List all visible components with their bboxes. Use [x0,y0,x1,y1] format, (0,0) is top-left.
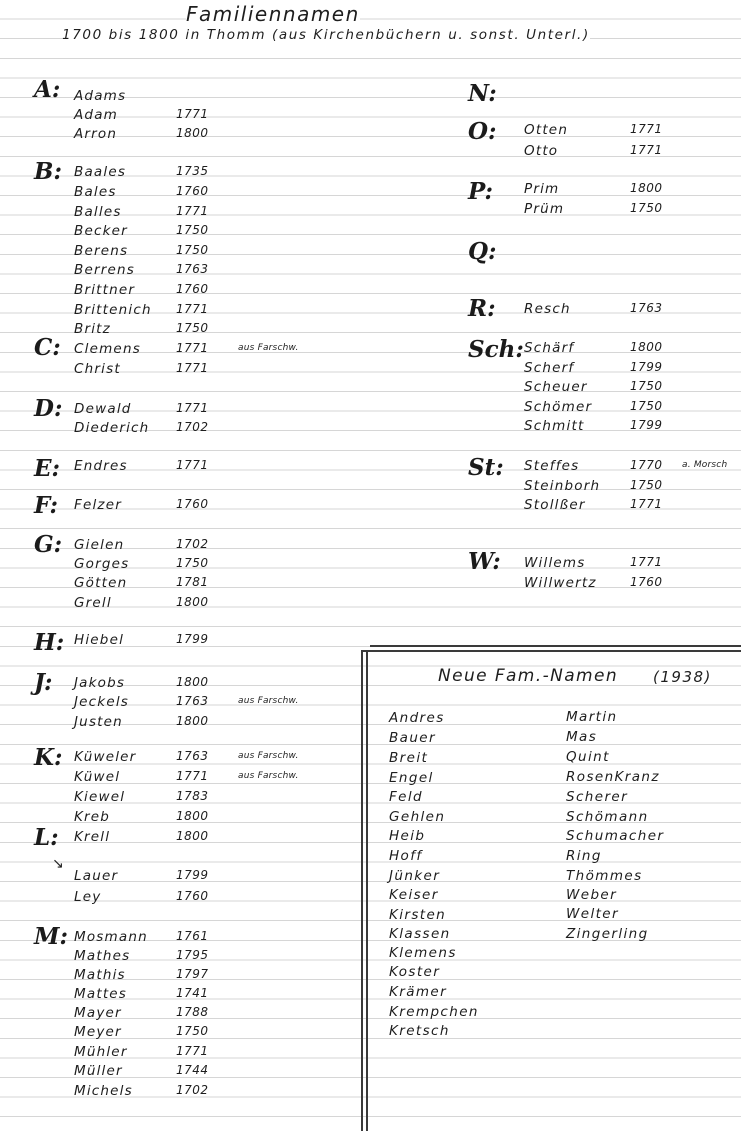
family-name: Steffes [524,458,580,474]
section-letter: Sch: [468,336,524,363]
year-value: 1760 [176,889,209,903]
family-name: Prim [524,181,560,197]
family-name: Prüm [524,201,565,217]
year-value: 1750 [176,223,209,237]
origin-note: aus Farschw. [238,751,299,761]
family-name: Jeckels [74,694,130,710]
section-letter: J: [34,669,53,696]
family-name: Müller [74,1063,123,1079]
family-name: Kreb [74,809,111,825]
new-family-name: Klassen [389,926,451,942]
year-value: 1800 [176,675,209,689]
section-letter: G: [34,531,63,558]
year-value: 1771 [176,401,209,415]
new-family-name: Schumacher [566,828,665,844]
new-family-name: Krempchen [389,1004,479,1020]
new-family-name: Bauer [389,730,436,746]
year-value: 1750 [176,1024,209,1038]
year-value: 1770 [630,458,663,472]
year-value: 1702 [176,537,209,551]
family-name: Steinborh [524,478,601,494]
year-value: 1800 [176,809,209,823]
new-family-name: Gehlen [389,809,446,825]
divider-line [366,650,368,1131]
family-name: Justen [74,714,123,730]
new-family-name: Ring [566,848,602,864]
new-family-name: Keiser [389,887,439,903]
year-value: 1771 [630,143,663,157]
year-value: 1800 [176,829,209,843]
section-letter: P: [468,178,493,205]
family-name: Willwertz [524,575,597,591]
year-value: 1800 [176,126,209,140]
year-value: 1771 [176,341,209,355]
family-name: Resch [524,301,571,317]
new-names-title: Neue Fam.-Namen [438,666,619,686]
divider-line [370,645,741,647]
year-value: 1800 [630,181,663,195]
year-value: 1771 [176,107,209,121]
new-family-name: Quint [566,749,610,765]
family-name: Küweler [74,749,137,765]
new-family-name: Krämer [389,984,448,1000]
new-family-name: Jünker [389,868,441,884]
family-name: Berrens [74,262,135,278]
family-name: Gielen [74,537,125,553]
family-name: Willems [524,555,586,571]
divider-line [361,650,741,652]
section-letter: K: [34,744,63,771]
family-name: Krell [74,829,111,845]
year-value: 1799 [630,418,663,432]
origin-note: aus Farschw. [238,696,299,706]
family-name: Jakobs [74,675,126,691]
new-names-year: (1938) [653,668,712,686]
year-value: 1760 [176,497,209,511]
year-value: 1750 [176,556,209,570]
family-name: Adam [74,107,119,123]
new-family-name: Koster [389,964,441,980]
family-name: Hiebel [74,632,125,648]
year-value: 1771 [630,555,663,569]
new-family-name: Zingerling [566,926,649,942]
year-value: 1799 [630,360,663,374]
family-name: Grell [74,595,112,611]
family-name: Otto [524,143,559,159]
year-value: 1771 [176,769,209,783]
new-family-name: Hoff [389,848,423,864]
year-value: 1795 [176,948,209,962]
family-name: Schmitt [524,418,585,434]
section-letter: O: [468,118,497,145]
family-name: Balles [74,204,122,220]
year-value: 1781 [176,575,209,589]
family-name: Brittenich [74,302,152,318]
new-family-name: Kretsch [389,1023,450,1039]
year-value: 1799 [176,868,209,882]
year-value: 1735 [176,164,209,178]
year-value: 1799 [176,632,209,646]
section-letter: A: [34,76,61,103]
year-value: 1771 [630,122,663,136]
year-value: 1702 [176,1083,209,1097]
new-family-name: Schömann [566,809,649,825]
year-value: 1750 [176,321,209,335]
year-value: 1750 [630,379,663,393]
family-name: Dewald [74,401,132,417]
family-name: Küwel [74,769,121,785]
new-family-name: RosenKranz [566,769,660,785]
family-name: Mathis [74,967,126,983]
family-name: Bales [74,184,117,200]
family-name: Michels [74,1083,133,1099]
family-name: Mühler [74,1044,128,1060]
new-family-name: Feld [389,789,423,805]
family-name: Mattes [74,986,128,1002]
family-name: Scheuer [524,379,588,395]
year-value: 1771 [176,361,209,375]
year-value: 1771 [630,497,663,511]
section-letter: E: [34,455,61,482]
origin-note: a. Morsch [682,460,728,470]
year-value: 1763 [176,694,209,708]
section-letter: W: [468,548,501,575]
page-subtitle: 1700 bis 1800 in Thomm (aus Kirchenbüchern u. sonst. Unterl.) [62,27,590,43]
section-letter: M: [34,923,68,950]
new-family-name: Scherer [566,789,629,805]
family-name: Clemens [74,341,141,357]
year-value: 1800 [176,714,209,728]
section-letter: C: [34,334,61,361]
year-value: 1702 [176,420,209,434]
family-name: Otten [524,122,569,138]
year-value: 1763 [176,749,209,763]
new-family-name: Kirsten [389,907,447,923]
year-value: 1797 [176,967,209,981]
new-family-name: Engel [389,770,434,786]
page-title: Familiennamen [186,2,360,26]
divider-line [361,650,363,1131]
year-value: 1744 [176,1063,209,1077]
family-name: Mayer [74,1005,122,1021]
section-letter: L: [34,824,59,851]
year-value: 1750 [630,399,663,413]
family-name: Berens [74,243,129,259]
year-value: 1771 [176,302,209,316]
year-value: 1760 [630,575,663,589]
year-value: 1771 [176,204,209,218]
year-value: 1763 [630,301,663,315]
family-name: Götten [74,575,128,591]
new-family-name: Andres [389,710,445,726]
family-name: Meyer [74,1024,122,1040]
family-name: Mosmann [74,929,148,945]
section-letter: N: [468,80,497,107]
new-family-name: Breit [389,750,429,766]
section-letter: R: [468,295,496,322]
family-name: Mathes [74,948,131,964]
new-family-name: Heib [389,828,426,844]
family-name: Schömer [524,399,593,415]
down-arrow-mark: ↘ [52,856,64,872]
year-value: 1750 [176,243,209,257]
family-name: Lauer [74,868,119,884]
family-name: Felzer [74,497,122,513]
new-family-name: Thömmes [566,868,643,884]
section-letter: B: [34,158,62,185]
year-value: 1763 [176,262,209,276]
family-name: Ley [74,889,102,905]
section-letter: F: [34,492,58,519]
new-family-name: Mas [566,729,598,745]
year-value: 1741 [176,986,209,1000]
year-value: 1771 [176,458,209,472]
origin-note: aus Farschw. [238,771,299,781]
family-name: Gorges [74,556,130,572]
year-value: 1788 [176,1005,209,1019]
new-family-name: Weber [566,887,618,903]
section-letter: Q: [468,238,497,265]
section-letter: St: [468,454,504,481]
new-family-name: Klemens [389,945,457,961]
family-name: Brittner [74,282,136,298]
family-name: Britz [74,321,111,337]
year-value: 1800 [630,340,663,354]
family-name: Kiewel [74,789,126,805]
new-family-name: Welter [566,906,619,922]
year-value: 1760 [176,184,209,198]
year-value: 1750 [630,201,663,215]
year-value: 1771 [176,1044,209,1058]
family-name: Baales [74,164,127,180]
family-name: Endres [74,458,128,474]
family-name: Christ [74,361,121,377]
year-value: 1760 [176,282,209,296]
year-value: 1783 [176,789,209,803]
family-name: Scherf [524,360,575,376]
family-name: Adams [74,88,127,104]
family-name: Diederich [74,420,150,436]
family-name: Arron [74,126,118,142]
family-name: Stollßer [524,497,586,513]
year-value: 1750 [630,478,663,492]
year-value: 1800 [176,595,209,609]
year-value: 1761 [176,929,209,943]
section-letter: D: [34,395,63,422]
family-name: Becker [74,223,128,239]
new-family-name: Martin [566,709,618,725]
section-letter: H: [34,629,65,656]
family-name: Schärf [524,340,575,356]
origin-note: aus Farschw. [238,343,299,353]
